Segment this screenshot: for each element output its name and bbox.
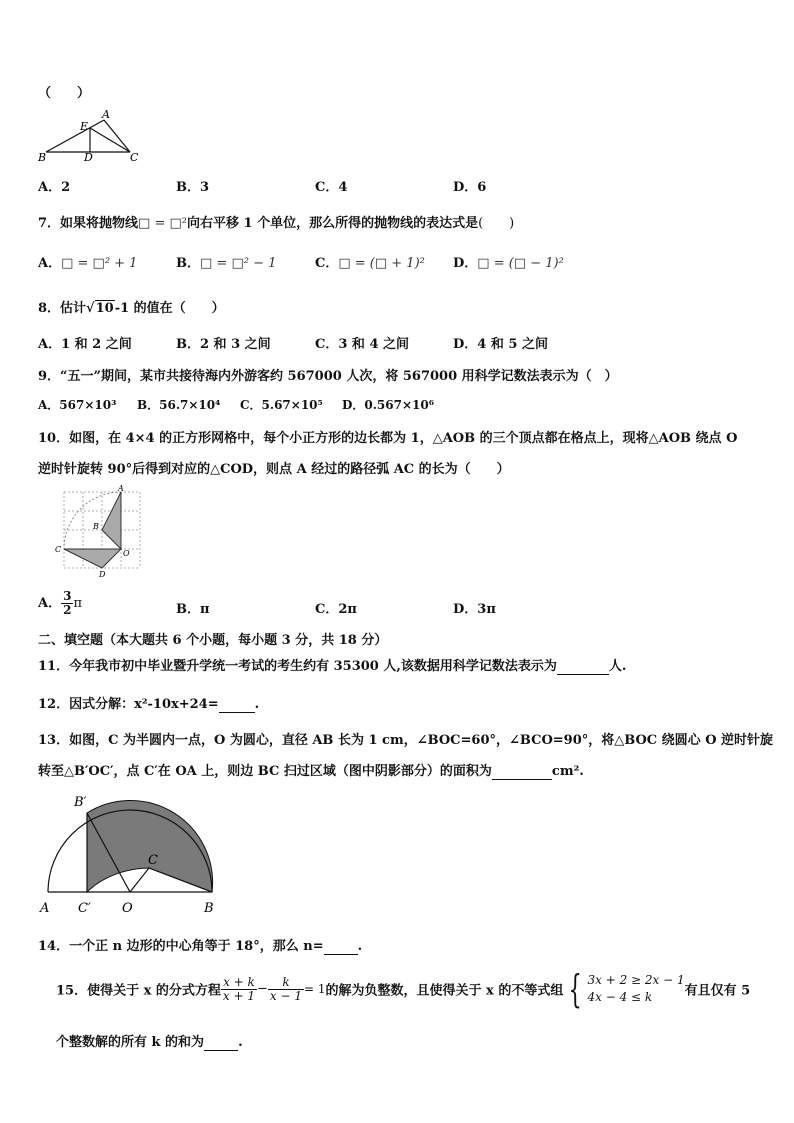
label-b: B — [38, 151, 47, 164]
option-a[interactable]: A． $\frac{3}{2}$ π — [38, 589, 82, 617]
option-c[interactable]: C．2π — [315, 602, 357, 617]
option-b[interactable]: B．π — [176, 602, 210, 617]
label-a: A — [102, 108, 110, 121]
semicircle-figure-q13 — [34, 790, 234, 920]
radicand: 10 — [95, 301, 114, 316]
question-paren: （ ） — [38, 86, 91, 101]
label-e: E — [80, 120, 89, 133]
svg-text:C: C — [148, 853, 158, 868]
question-10-line2: 逆时针旋转 90°后得到对应的△COD，则点 A 经过的路径弧 AC 的长为（ ） — [38, 462, 510, 477]
option-d[interactable]: D．4 和 5 之间 — [453, 337, 548, 352]
question-15-line2: 个整数解的所有 k 的和为 . — [56, 1035, 243, 1050]
question-9: 9．“五一”期间，某市共接待海内外游客约 567000 人次，将 567000 用科学记数法表示为（ ） — [38, 369, 618, 384]
q7-paren: ( ) — [478, 216, 515, 231]
option-b[interactable]: B．3 — [176, 180, 210, 195]
label-c: C — [130, 151, 139, 164]
q7-text-b: 向右平移 1 个单位，那么所得的抛物线的表达式是 — [186, 216, 479, 231]
svg-text:B: B — [204, 901, 214, 916]
question-12: 12．因式分解：x²-10x+24= . — [38, 697, 260, 712]
option-c[interactable]: C．4 — [315, 180, 348, 195]
svg-text:C′: C′ — [78, 901, 91, 916]
option-c[interactable]: C．3 和 4 之间 — [315, 337, 410, 352]
question-15: 15．使得关于 x 的分式方程 $\frac{x + k}{x + 1}$ − $\frac{k}{x - 1}$ = 1的解为负整数，且使得关于 x 的不等式组 { 3x + 2 ≥ 2x − 1 4x − 4 ≤ k 有且仅有 5 — [56, 967, 751, 1011]
svg-text:O: O — [123, 549, 130, 558]
option-d[interactable]: D．6 — [453, 180, 487, 195]
option-b[interactable]: B．2 和 3 之间 — [176, 337, 271, 352]
question-13-line1: 13．如图，C 为半圆内一点，O 为圆心，直径 AB 长为 1 cm，∠BOC=60°，∠BCO=90°，将△BOC 绕圆心 O 逆时针旋 — [38, 733, 774, 748]
question-14: 14．一个正 n 边形的中心角等于 18°，那么 n= . — [38, 939, 363, 954]
question-10-line1: 10．如图，在 4×4 的正方形网格中，每个小正方形的边长都为 1，△AOB 的三个顶点都在格点上，现将△AOB 绕点 O — [38, 431, 738, 446]
svg-text:D: D — [99, 570, 106, 579]
grid-figure-q10 — [52, 484, 144, 580]
option-d[interactable]: D．□ = (□ − 1)² — [453, 256, 564, 271]
svg-text:O: O — [122, 901, 133, 916]
answer-blank[interactable] — [219, 697, 255, 713]
svg-text:B′: B′ — [74, 795, 87, 810]
option-d[interactable]: D．0.567×10⁶ — [342, 398, 434, 412]
svg-text:A: A — [40, 901, 50, 916]
svg-text:A: A — [118, 484, 124, 493]
option-c[interactable]: C．□ = (□ + 1)² — [315, 256, 425, 271]
label-d: D — [84, 151, 93, 164]
q7-formula: □ = □² — [138, 216, 187, 231]
option-a[interactable]: A．□ = □² + 1 — [38, 256, 138, 271]
triangle-figure-q6 — [36, 108, 146, 164]
q7-text-a: 7．如果将抛物线 — [38, 216, 139, 231]
svg-text:B: B — [93, 522, 99, 531]
section-heading: 二、填空题（本大题共 6 个小题，每小题 3 分，共 18 分） — [38, 633, 388, 648]
option-a[interactable]: A．1 和 2 之间 — [38, 337, 132, 352]
answer-blank[interactable] — [492, 764, 552, 780]
question-11: 11．今年我市初中毕业暨升学统一考试的考生约有 35300 人,该数据用科学记数法表示为 人. — [38, 659, 627, 674]
sqrt-symbol: √ — [86, 301, 95, 316]
question-13-line2: 转至△B′OC′，点 C′在 OA 上，则边 BC 扫过区域（图中阴影部分）的面积为 cm². — [38, 764, 584, 779]
answer-blank[interactable] — [557, 659, 609, 675]
question-8: 8．估计√10-1 的值在（ ） — [38, 301, 225, 316]
option-a[interactable]: A．567×10³ — [38, 398, 117, 412]
question-7 — [38, 212, 514, 231]
option-c[interactable]: C．5.67×10⁵ — [240, 398, 323, 412]
option-b[interactable]: B．□ = □² − 1 — [176, 256, 277, 271]
option-d[interactable]: D．3π — [453, 602, 496, 617]
option-a[interactable]: A．2 — [38, 180, 71, 195]
answer-blank[interactable] — [324, 939, 358, 955]
answer-blank[interactable] — [204, 1035, 238, 1051]
option-b[interactable]: B．56.7×10⁴ — [137, 398, 221, 412]
svg-text:C: C — [55, 545, 62, 554]
